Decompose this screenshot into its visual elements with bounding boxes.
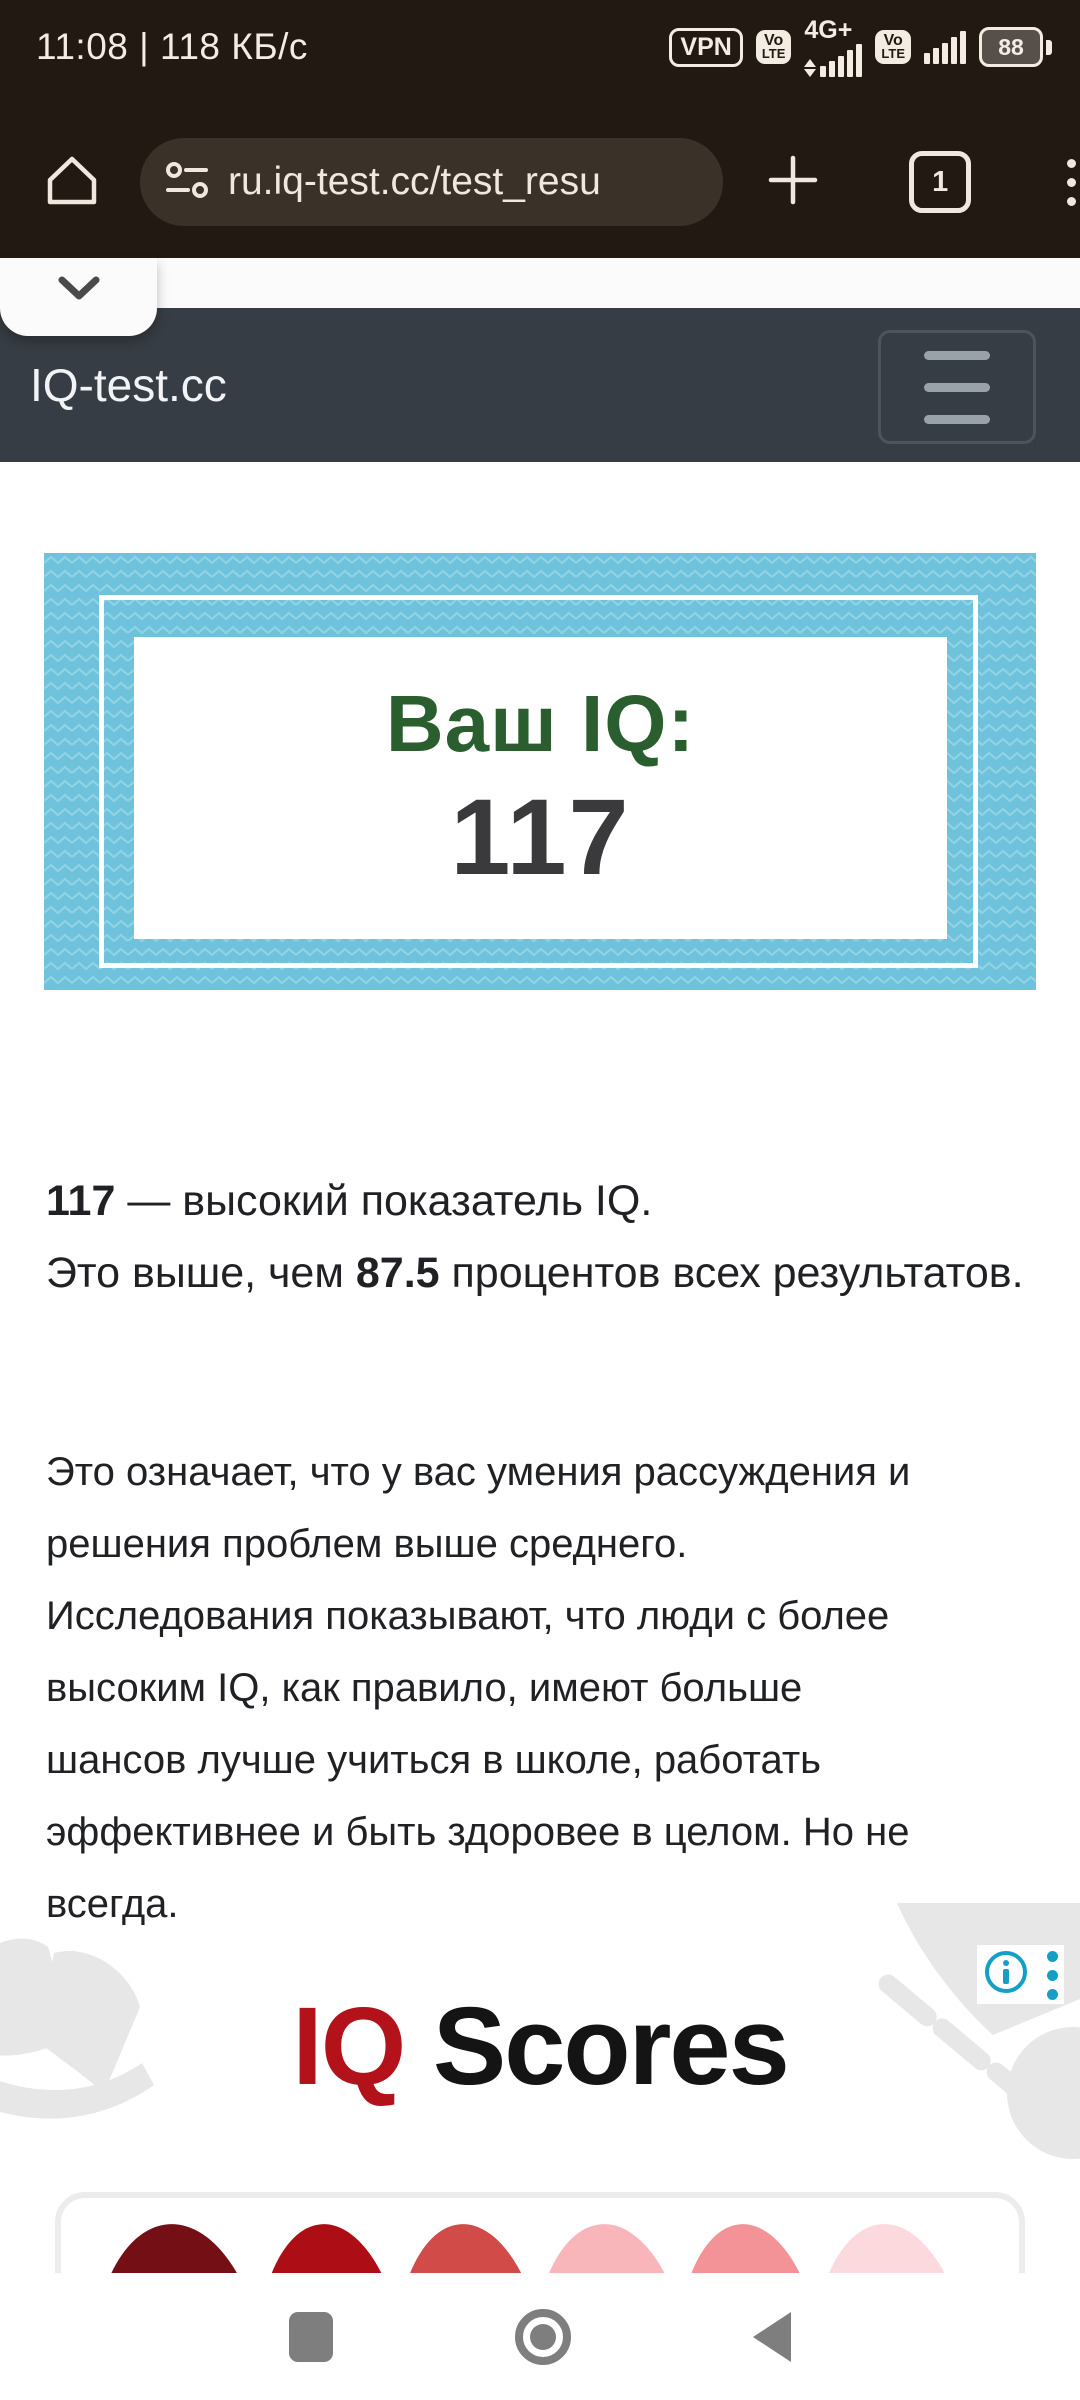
home-button[interactable]: [44, 153, 100, 212]
collapse-toolbar-button[interactable]: [0, 258, 157, 336]
plus-icon: [765, 195, 821, 212]
score-value: 117: [450, 775, 631, 897]
hamburger-menu-button[interactable]: [878, 330, 1036, 444]
overflow-dots-icon: [1067, 159, 1076, 168]
network-indicator: [804, 15, 862, 77]
url-text: ru.iq-test.cc/test_resu: [228, 160, 601, 203]
ad-title-iq: IQ: [292, 1985, 405, 2108]
clock-and-speed: 11:08 | 118 КБ/с: [36, 26, 308, 67]
android-nav-bar: [0, 2273, 1080, 2400]
tab-switcher-button[interactable]: [909, 151, 971, 213]
home-nav-button[interactable]: [515, 2309, 571, 2365]
url-bar[interactable]: [140, 138, 723, 226]
ad-title-scores: Scores: [404, 1985, 788, 2108]
toolbar-strip: [0, 258, 1080, 308]
data-activity-arrows-icon: [804, 59, 816, 77]
status-icons: [669, 15, 1052, 77]
ad-title[interactable]: [0, 1983, 1080, 2110]
description-paragraph: Это означает, что у вас умения рассуждения и решения проблем выше среднего. Исследования показывают, что люди с более высоким IQ, как правило, имеют больше шансов лучше учиться в школе, работать эффективнее и быть здоровее в целом. Но не всегда.: [46, 1450, 911, 1926]
signal-bars-icon: [820, 44, 862, 77]
ad-dots-icon: [1047, 1951, 1058, 1962]
site-header: [0, 308, 1080, 462]
home-icon: [44, 194, 100, 211]
battery-percent: 88: [998, 33, 1024, 60]
browser-menu-button[interactable]: [1063, 155, 1080, 210]
back-button[interactable]: [753, 2312, 791, 2362]
chevron-down-icon: [50, 258, 108, 323]
ad-banner[interactable]: [0, 1915, 1080, 2195]
iq-result-box: [44, 553, 1036, 990]
score-number: 117: [46, 1177, 116, 1225]
score-label: Ваш IQ:: [385, 678, 696, 768]
volte-icon: Vo LTE: [756, 30, 792, 64]
score-inner-card: [134, 637, 947, 939]
network-type-label: 4G+: [804, 15, 853, 44]
volte-icon-2: Vo LTE: [875, 30, 911, 64]
vpn-icon: VPN: [669, 28, 742, 67]
site-title: IQ-test.cc: [30, 359, 227, 411]
browser-chrome: [0, 0, 1080, 258]
address-bar-row: [0, 128, 1080, 236]
recents-button[interactable]: [289, 2312, 333, 2362]
tab-count: 1: [932, 165, 949, 198]
hamburger-icon: [924, 351, 990, 360]
site-settings-icon: [164, 159, 210, 206]
result-summary: 117 — высокий показатель IQ. Это выше, чем 87.5 процентов всех результатов.: [46, 1177, 1024, 1298]
signal-bars-icon-2: [924, 31, 966, 64]
new-tab-button[interactable]: [765, 152, 821, 213]
battery-icon: [979, 27, 1052, 67]
status-bar: [36, 16, 1052, 78]
percentile-number: 87.5: [355, 1249, 440, 1298]
